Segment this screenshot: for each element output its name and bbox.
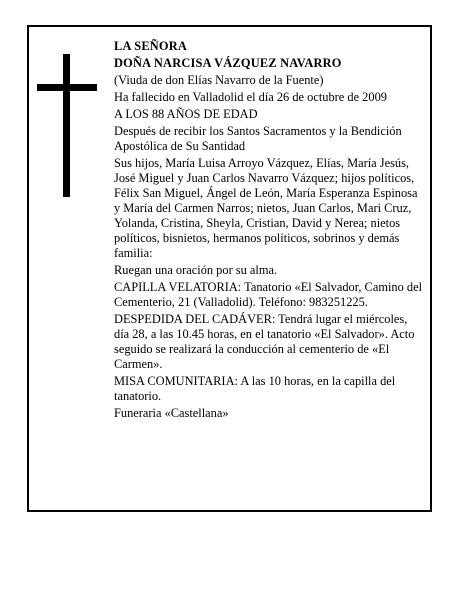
widow-note: (Viuda de don Elías Navarro de la Fuente) [114,73,324,87]
mass-info: MISA COMUNITARIA: A las 10 horas, en la capilla del tanatorio. [114,374,396,403]
cross-icon-vertical-bar [63,54,70,197]
obituary-text [114,39,424,423]
age-line: A LOS 88 AÑOS DE EDAD [114,107,258,121]
cross-icon-horizontal-bar [37,84,97,91]
family-list: Sus hijos, María Luisa Arroyo Vázquez, Elías, María Jesús, José Miguel y Juan Carlos Navarro Vázquez; hijos políticos, Félix San Miguel, Ángel de León, María Esperanza Espinosa y María del Carmen Narros; nietos, Juan Carlos, Mari Cruz, Yolanda, Cristina, Sheyla, Cristian, David y Nerea; nietos políticos, bisnietos, hermanos políticos, sobrinos y demás familia: [114,156,418,260]
sacraments-line: Después de recibir los Santos Sacramentos y la Bendición Apostólica de Su Santidad [114,124,402,153]
farewell-info: DESPEDIDA DEL CADÁVER: Tendrá lugar el miércoles, día 28, a las 10.45 horas, en el tanatorio «El Salvador». Acto seguido se realizará la conducción al cementerio de «El Carmen». [114,312,415,371]
funeral-home: Funeraria «Castellana» [114,406,229,420]
death-statement: Ha fallecido en Valladolid el día 26 de octubre de 2009 [114,90,387,104]
chapel-info: CAPILLA VELATORIA: Tanatorio «El Salvador, Camino del Cementerio, 21 (Valladolid). Teléfono: 983251225. [114,280,423,309]
prayer-request: Ruegan una oración por su alma. [114,263,278,277]
title-line: LA SEÑORA [114,39,188,53]
deceased-name: DOÑA NARCISA VÁZQUEZ NAVARRO [114,56,342,70]
